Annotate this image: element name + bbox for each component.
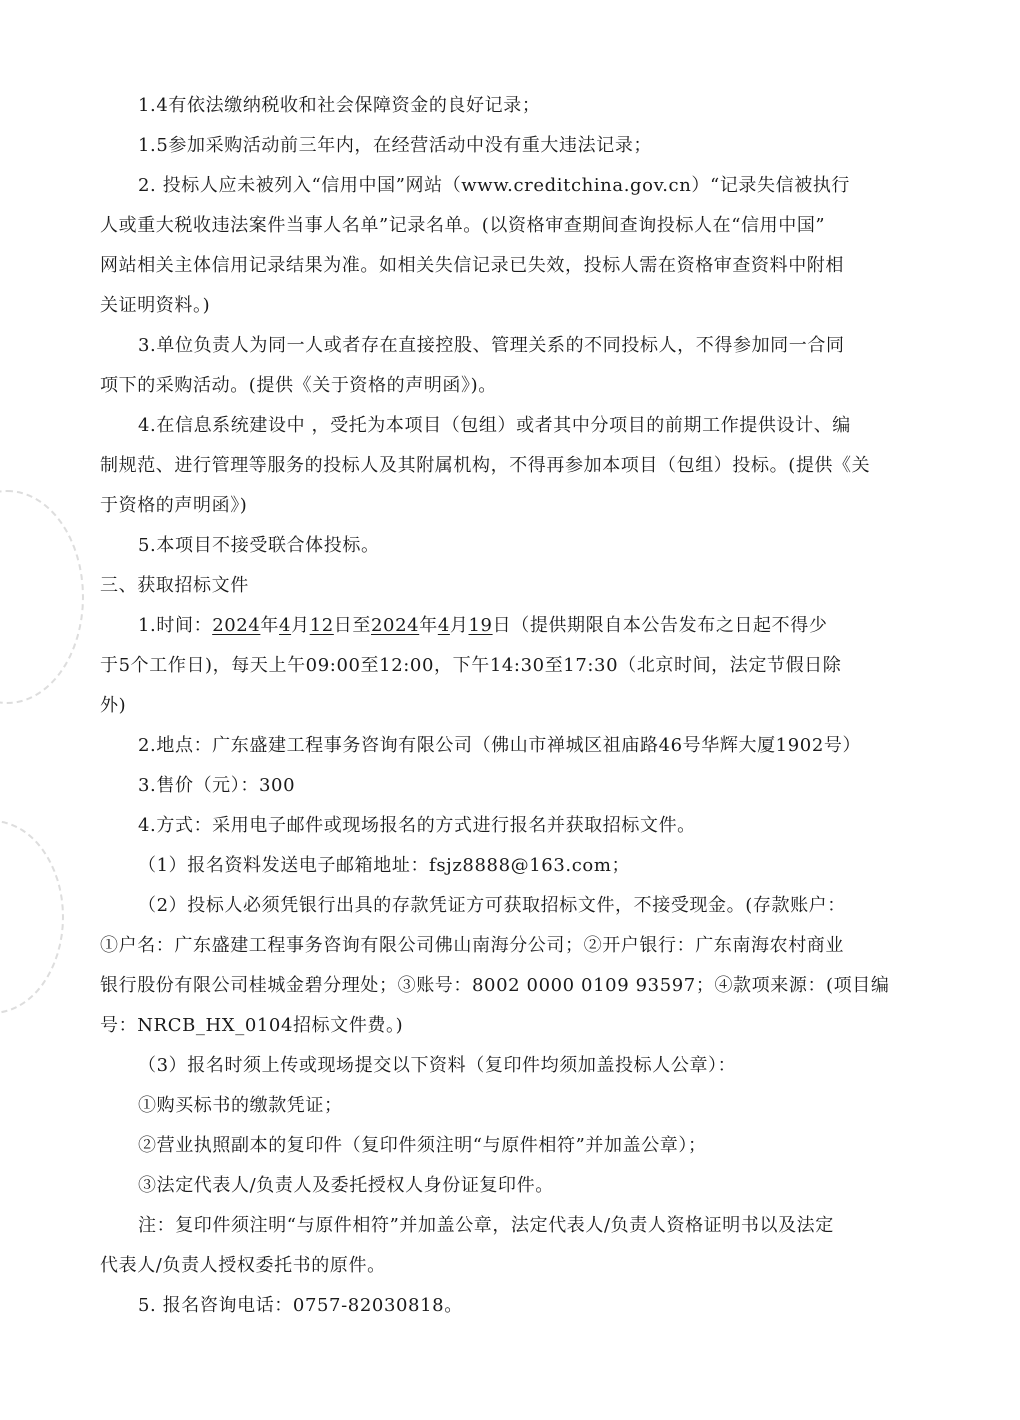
time-year2: 2024 (371, 615, 420, 636)
text-line: ③法定代表人/负责人及委托授权人身份证复印件。 (138, 1175, 554, 1196)
text-line: 注：复印件须注明“与原件相符”并加盖公章，法定代表人/负责人资格证明书以及法定 (138, 1215, 834, 1236)
text-line: 4.在信息系统建设中 ，受托为本项目（包组）或者其中分项目的前期工作提供设计、编 (138, 415, 851, 436)
text-line: （1）报名资料发送电子邮箱地址：fsjz8888@163.com； (138, 855, 631, 876)
text-line: 2.地点：广东盛建工程事务咨询有限公司（佛山市禅城区祖庙路46号华辉大厦1902号） (138, 735, 862, 756)
text-line: 网站相关主体信用记录结果为准。如相关失信记录已失效，投标人需在资格审查资料中附相 (100, 255, 844, 276)
text-line: 1.5参加采购活动前三年内，在经营活动中没有重大违法记录； (138, 135, 653, 156)
text-line: 外) (100, 695, 127, 716)
text-line: 3.售价（元）：300 (138, 775, 296, 796)
time-t2: 月 (291, 615, 310, 636)
text-line: ①购买标书的缴款凭证； (138, 1095, 343, 1116)
text-line: 3.单位负责人为同一人或者存在直接控股、管理关系的不同投标人，不得参加同一合同 (138, 335, 845, 356)
time-t1: 年 (260, 615, 280, 636)
text-line: 于5个工作日)，每天上午09:00至12:00，下午14:30至17:30（北京时间，法定节假日除 (100, 655, 842, 676)
text-line: 于资格的声明函》) (100, 495, 248, 516)
time-day1: 12 (309, 615, 334, 636)
faded-seal-stamp (0, 490, 84, 704)
time-year1: 2024 (212, 615, 261, 636)
time-t6: 日 (492, 615, 512, 636)
time-day2: 19 (468, 615, 493, 636)
time-line (138, 614, 920, 638)
time-t5: 月 (449, 615, 469, 636)
text-line: ②营业执照副本的复印件（复印件须注明“与原件相符”并加盖公章）； (138, 1135, 707, 1156)
text-line: 4.方式：采用电子邮件或现场报名的方式进行报名并获取招标文件。 (138, 815, 696, 836)
text-line: 人或重大税收违法案件当事人名单”记录名单。(以资格审查期间查询投标人在“信用中国” (100, 215, 826, 236)
section-heading: 三、获取招标文件 (100, 575, 249, 596)
time-t3: 日至 (333, 615, 371, 636)
text-line: 代表人/负责人授权委托书的原件。 (100, 1255, 386, 1276)
text-line: 项下的采购活动。(提供《关于资格的声明函》)。 (100, 375, 497, 396)
time-t4: 年 (419, 615, 438, 636)
text-line: （2）投标人必须凭银行出具的存款凭证方可获取招标文件，不接受现金。(存款账户： (138, 895, 846, 916)
time-month2: 4 (437, 615, 450, 636)
faded-seal-stamp (0, 820, 64, 1014)
text-line: 号：NRCB_HX_0104招标文件费。) (100, 1015, 404, 1036)
text-line: 银行股份有限公司桂城金碧分理处；③账号：8002 0000 0109 93597；④款项来源：(项目编 (100, 975, 890, 996)
text-line: 制规范、进行管理等服务的投标人及其附属机构，不得再参加本项目（包组）投标。(提供《关 (100, 455, 871, 476)
time-month1: 4 (279, 615, 292, 636)
text-line: 2. 投标人应未被列入“信用中国”网站（www.creditchina.gov.cn）“记录失信被执行 (138, 175, 851, 196)
text-line: 5. 报名咨询电话：0757-82030818。 (138, 1295, 463, 1316)
time-prefix: 1.时间： (138, 615, 213, 636)
text-line: （3）报名时须上传或现场提交以下资料（复印件均须加盖投标人公章）： (138, 1055, 737, 1076)
text-line: 1.4有依法缴纳税收和社会保障资金的良好记录； (138, 95, 541, 116)
time-suffix: （提供期限自本公告发布之日起不得少 (511, 615, 828, 636)
text-line: 5.本项目不接受联合体投标。 (138, 535, 380, 556)
text-line: ①户名：广东盛建工程事务咨询有限公司佛山南海分公司；②开户银行：广东南海农村商业 (100, 935, 844, 956)
text-line: 关证明资料。) (100, 295, 211, 316)
